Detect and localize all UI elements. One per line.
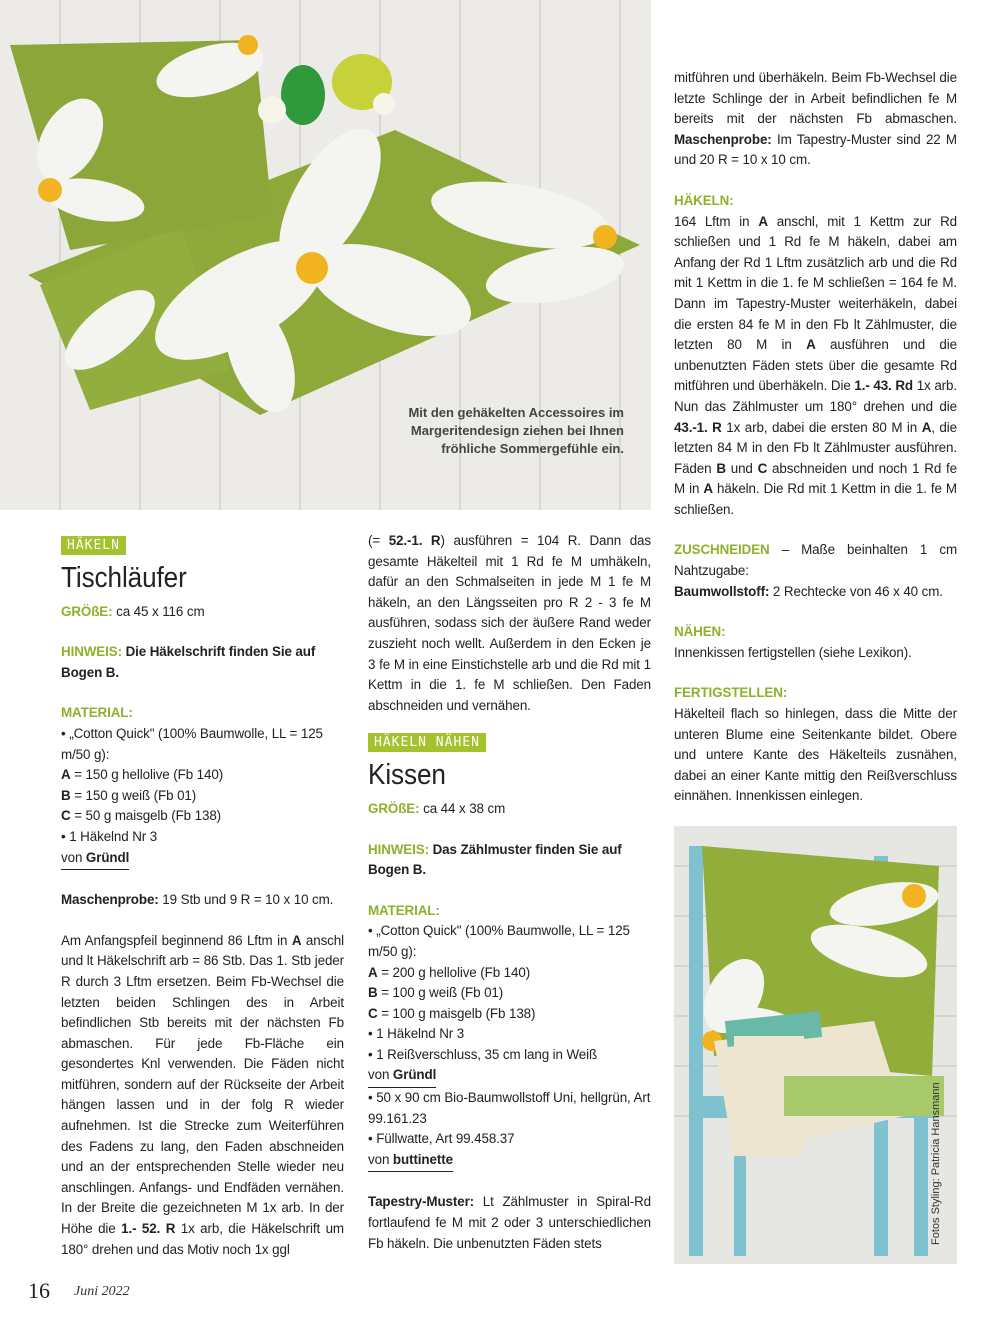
photo-caption: Mit den gehäkelten Accessoires im Margeritendesign ziehen bei Ihnen fröhliche Sommergefühle ein. <box>408 405 624 456</box>
paragraph: Baumwollstoff: 2 Rechtecke von 46 x 40 cm. <box>674 583 943 599</box>
supplier: von Gründl <box>368 1065 651 1088</box>
supplier: von buttinette <box>368 1150 651 1173</box>
paragraph: Maschenprobe: 19 Stb und 9 R = 10 x 10 cm. <box>61 892 334 908</box>
material-item: • 1 Häkelnd Nr 3 <box>61 828 158 844</box>
text: Im Tapestry-Muster sind 22 M und 20 R = 10 x 10 cm. <box>674 131 957 168</box>
section-label-material: MATERIAL: <box>61 705 133 721</box>
supplier: von Gründl <box>61 848 344 871</box>
column-left <box>61 535 344 1260</box>
photo-credit: Fotos Styling: Patricia Hansmann <box>930 1082 942 1245</box>
text: mitführen und überhäkeln. Beim Fb-Wechsel die letzte Schlinge der in Arbeit befindlichen fe M bereits mit der nächsten Fb abmaschen. <box>674 70 957 127</box>
material-item: • 1 Häkelnd Nr 3 <box>368 1026 465 1042</box>
paragraph: HINWEIS: Die Häkelschrift finden Sie auf Bogen B. <box>61 644 316 680</box>
section-title: Tischläufer <box>61 561 187 594</box>
column-right-top <box>674 68 957 807</box>
material-item: • 1 Reißverschluss, 35 cm lang in Weiß <box>368 1046 598 1062</box>
paragraph <box>674 68 957 171</box>
paragraph: Innenkissen fertigstellen (siehe Lexikon). <box>674 644 912 660</box>
material-item: • „Cotton Quick" (100% Baumwolle, LL = 125 m/50 g): <box>368 923 630 959</box>
material-item: A = 150 g hellolive (Fb 140) <box>61 767 224 783</box>
material-item: • „Cotton Quick" (100% Baumwolle, LL = 125 m/50 g): <box>61 725 323 762</box>
page-number: 16 <box>28 1278 50 1303</box>
paragraph: GRÖßE: ca 44 x 38 cm <box>368 800 506 816</box>
material-item: C = 50 g maisgelb (Fb 138) <box>61 808 222 824</box>
paragraph: Häkelteil flach so hinlegen, dass die Mitte der unteren Blume eine Seitenkante bildet. Obere und untere Kante des Häkelteils zusnähen, dabei an einer Kante mittig den Reißverschluss einnähen. Innenkissen einlegen. <box>674 706 957 804</box>
material-item: C = 100 g maisgelb (Fb 138) <box>368 1005 536 1021</box>
paragraph: Tapestry-Muster: Lt Zählmuster in Spiral-Rd fortlaufend fe M mit 2 oder 3 unterschiedlichen Fb häkeln. Die unbenutzten Fäden stets <box>368 1194 651 1251</box>
material-item: • 50 x 90 cm Bio-Baumwollstoff Uni, hellgrün, Art 99.161.23 <box>368 1090 651 1126</box>
paragraph: Am Anfangspfeil beginnend 86 Lftm in A anschl und lt Häkelschrift arb = 86 Stb. Das 1. Stb jeder R durch 3 Lftm ersetzen. Beim Fb-Wechsel die letzten beiden Schlingen des in Arbeit befindlichen Stb bereits mit der nächsten Fb abmaschen. Für jede Fb-Fläche ein gesondertes Knl verwenden. Die Fäden nicht mitführen, sondern auf der Rückseite der Arbeit hängen lassen und in der folg R wieder aufnehmen. Ist die Strecke zum Weiterführen des Fadens zu lang, den Faden abschneiden und an der entsprechenden Stelle wieder neu anschlingen. Anfangs- und Endfäden vernähen. In der Breite die gezeichneten M 1x arb. In der Höhe die 1.- 52. R 1x arb, die Häkelschrift um 180° drehen und das Motiv noch 1x ggl <box>61 932 344 1257</box>
section-label-material: MATERIAL: <box>368 902 440 918</box>
paragraph: ZUSCHNEIDEN – Maße beinhalten 1 cm Nahtzugabe: <box>674 542 957 579</box>
material-item: • Füllwatte, Art 99.458.37 <box>368 1131 515 1147</box>
material-item: A = 200 g hellolive (Fb 140) <box>368 964 531 980</box>
paragraph: HINWEIS: Das Zählmuster finden Sie auf Bogen B. <box>368 841 622 878</box>
category-tag: HÄKELN <box>61 536 126 555</box>
column-middle <box>368 531 651 1254</box>
paragraph: GRÖßE: ca 45 x 116 cm <box>61 603 205 619</box>
category-tag: HÄKELN NÄHEN <box>368 733 486 752</box>
paragraph: 164 Lftm in A anschl, mit 1 Kettm zur Rd schließen und 1 Rd fe M häkeln, dabei am Anfang der Rd 1 Lftm zusätzlich arb und die Rd mit 1 Kettm in die 1. fe M schließen = 164 fe M. Dann im Tapestry-Muster weiterhäkeln, dabei die ersten 84 fe M in den Fb lt Zählmuster, die letzten 80 M in A ausführen und die unbenutzten Fäden stets über die gesamte Rd mitführen und überhäkeln. Die 1.- 43. Rd 1x arb. Nun das Zählmuster um 180° drehen und die 43.-1. R 1x arb, dabei die ersten 80 M in A, die letzten 84 M in den Fb lt Zählmuster ausführen. Fäden B und C abschneiden und noch 1 Rd fe M in A häkeln. Die Rd mit 1 Kettm in die 1. fe M schließen. <box>674 213 957 517</box>
material-item: B = 150 g weiß (Fb 01) <box>61 787 197 803</box>
photo-chair-illustration <box>674 826 957 1264</box>
section-label-naehen: NÄHEN: <box>674 624 726 640</box>
paragraph: (= 52.-1. R) ausführen = 104 R. Dann das gesamte Häkelteil mit 1 Rd fe M umhäkeln, dafür an den Schmalseiten in jede M 1 fe M häkeln, an den Längsseiten pro R 2 - 3 fe M ausführen, sodass sich der äußere Rand weder zuszieht noch wellt. Außerdem in den Ecken je 3 fe M in eine Einstichstelle arb und die Rd mit 1 Kettm in die 1. fe M schließen. Den Faden abschneiden und vernähen. <box>368 533 651 713</box>
photo-pillow-on-chair <box>674 826 957 1264</box>
label: Maschenprobe: <box>674 131 772 147</box>
material-item: B = 100 g weiß (Fb 01) <box>368 985 504 1001</box>
section-label-haekeln: HÄKELN: <box>674 192 734 208</box>
issue-date: Juni 2022 <box>74 1284 130 1299</box>
section-title: Kissen <box>368 758 446 791</box>
section-label-fertigstellen: FERTIGSTELLEN: <box>674 685 788 701</box>
